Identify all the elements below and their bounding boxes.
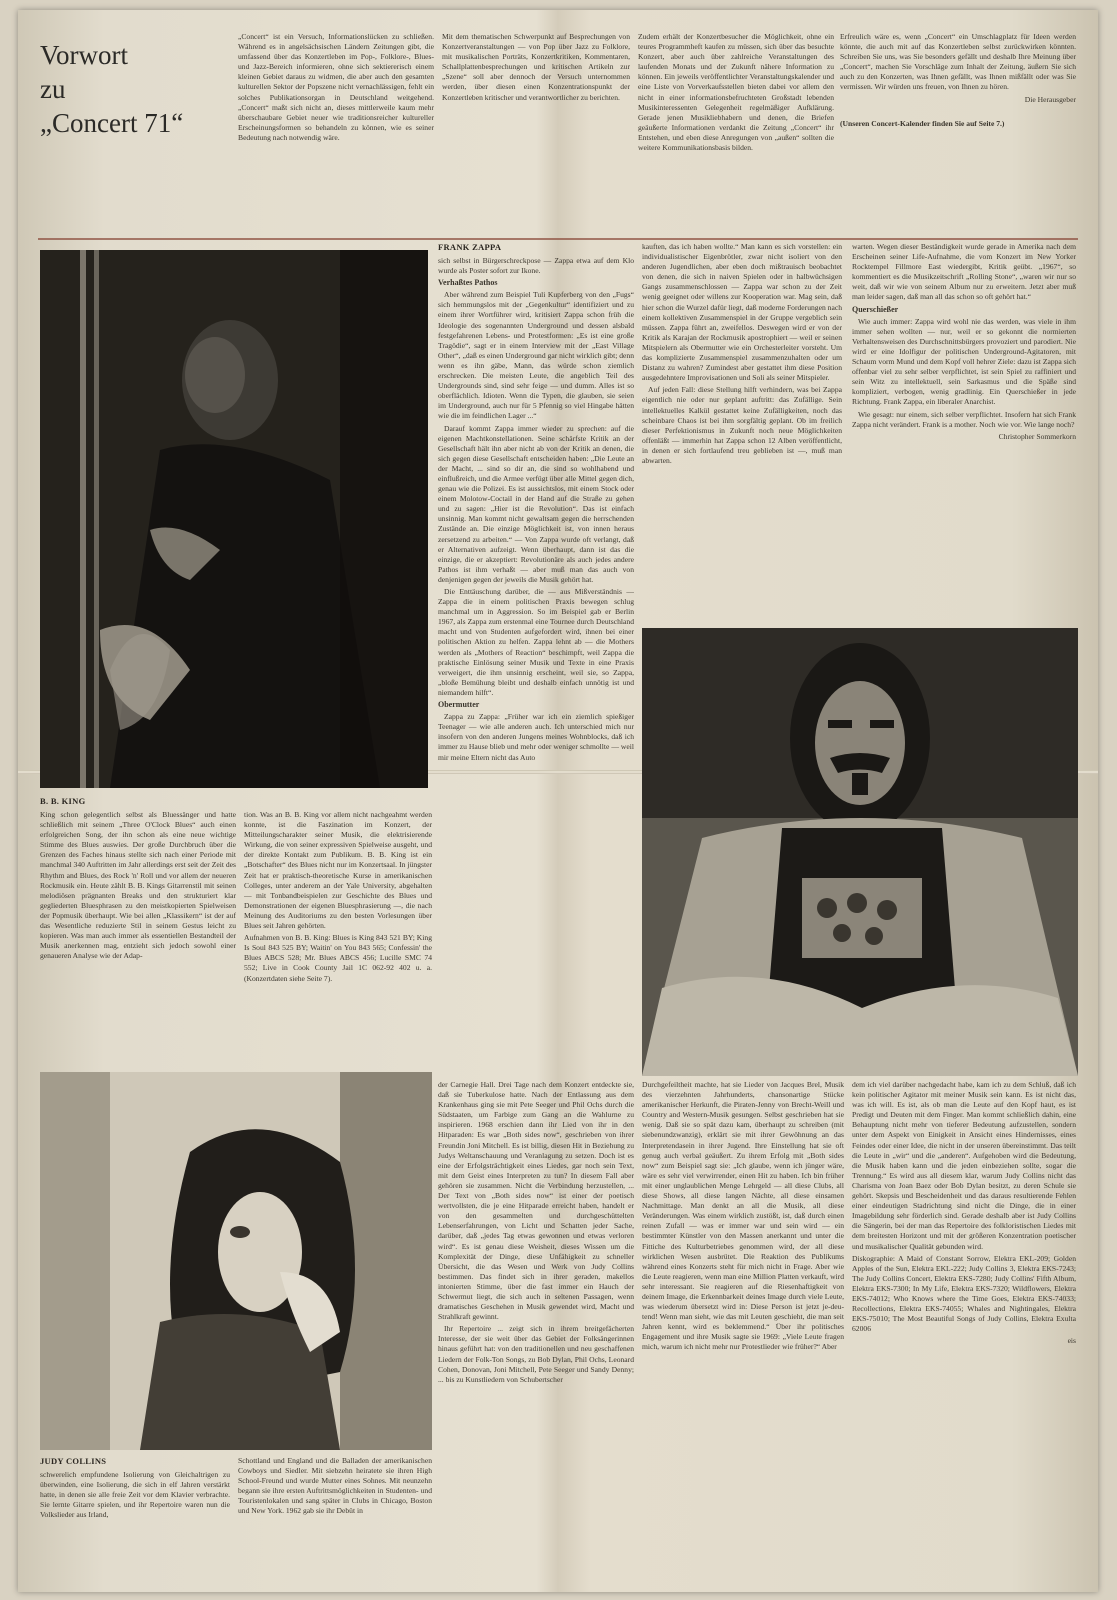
intro-column-1 <box>238 32 434 232</box>
title-line-2: zu <box>40 74 66 104</box>
title-line-1: Vorwort <box>40 40 129 70</box>
bbking-text-1: King schon gelegentlich selbst als Bluessänger und hatte schließlich mit seinem „Three O'Clock Blues“ auch einen erfolgreichen Song, der ihn schon als eine neue wichtige Stimme des Blues auswies. Der große Durchbruch über die Grenzen des Faches hinaus stellte sich nach einer Periode mit manchmal 340 Auftritten im Jahr allerdings erst seit der Zeit des Rhythm and Blues, des Rock 'n' Roll und vor allem der neueren Rockmusik ein. Heute zählt B. B. Kings Gitarrenstil mit seinen melodiösen prägnanten Breaks und den strukturiert klar gegliederten Bluesphrasen zu den meistkopierten Spielweisen der Popmusik überhaupt. Wie bei allen „Klassikern“ ist der auf das Wesentliche reduzierte Stil in seinem Gestus leicht zu kopieren. Was man auch immer als essentiellen Bestandteil der Musik anerkennen mag, entzieht sich jedoch sowohl einer genaueren Analyse wie der Adap- <box>40 810 236 961</box>
zappa-text-3c: Wie gesagt: nur einem, sich selber verpflichtet. Insofern hat sich Frank Zappa nicht verändert. Frank is a mother. Noch wie vor. Wie lange noch? <box>852 409 1076 429</box>
intro-text-1: „Concert“ ist ein Versuch, Informationslücken zu schließen. Während es in angelsächsischen Ländern Zeitungen gibt, die umfassend über das Konzertleben im Pop-, Folklore-, Blues- und Jazz-Bereich informieren, ohne sich sektiererisch einem kleinen Gebiet daraus zu widmen, die aber auch den gesamten kulturellen Sektor der Popszene nicht vernachlässigen, fehlt ein solches Publikationsorgan in Deutschland weitgehend. „Concert“ maßt sich nicht an, dieses mittlerweile kaum mehr überschaubare Gebiet neuer wie traditionsreicher kultureller Erscheinungsformen so behandeln zu können, wie es seiner Bedeutung nach notwendig wäre. <box>238 32 434 142</box>
zappa-photo <box>642 628 1078 1076</box>
collins-caption-column-1 <box>40 1470 230 1588</box>
zappa-author: Christopher Sommerkorn <box>998 431 1076 441</box>
zappa-text-1c: Darauf kommt Zappa immer wieder zu sprechen: auf die eigenen Machtkonstellationen. Seine schärfste Kritik an der Gesellschaft hält ihn aber nicht ab von der Kritik an denen, die sich gegen diese Gesellschaft entscheiden haben: „Die Leute an der Macht, ... sind so dir an, die sind so wohlhabend und einflußreich, und die Armee verfügt über alle Mittel gegen dich, genau wie die Polizei. Es ist aussichtslos, mit einem Stock oder einem Molotow-Coctail in der Hand auf die Straße zu gehen und zu sagen: „Hier ist die Revolution“. Das ist einfach unsinnig. Man kommt nicht gewaltsam gegen die herrschenden Zustände an. Die einzige Möglichkeit ist, von innen heraus zersetzend zu arbeiten.“ — Von Zappa wurde oft verlangt, daß er Alternativen aufzeigt. Wenn überhaupt, dann ist das die einzige, die er akzeptiert: Revolutionäre als auch jedes andere Pathos ist ihm verhaßt — aber muß man das auch von denjenigen gegen der jeweils die Musik gehört hat. <box>438 423 634 584</box>
zappa-text-3a: warten. Wegen dieser Beständigkeit wurde gerade in Amerika nach dem Erscheinen seiner Life-Aufnahme, die vom Konzert im New Yorker Rocktempel Fillmore East wiedergibt, Kritik geübt. „1967“, so kommentiert es die Musikzeitschrift „Rolling Stone“, „waren wir nur so weit, daß wir wie von seinem Album nur zu erweitern. Jetzt aber muß man leider sagen, daß man all das schon so oft gehört hat.“ <box>852 242 1076 302</box>
zappa-subhead-2: Obermutter <box>438 700 480 710</box>
judy-collins-photo <box>40 1072 432 1450</box>
collins-heading: JUDY COLLINS <box>40 1456 107 1466</box>
collins-caption-text-1: schwerelich empfundene Isolierung von Gleichaltrigen zu überwinden, eine Isolierung, die sich in elf Jahren verstärkt hatte, in denen sie alle freie Zeit vor dem Klavier verbrachte. Sie lernte Gitarre spielen, und ihr Repertoire waren nun die Volkslieder aus Irland, <box>40 1470 230 1520</box>
collins-initials: eis <box>1067 1336 1076 1346</box>
collins-text-1b: Ihr Repertoire ... zeigt sich in ihrem breitgefächerten Interesse, der sie weit über das Gebiet der Folksängerinnen hinaus geführt hat: von den traditionellen und neu geschaffenen Liedern der Folk-Ton Songs, zu Bob Dylan, Phil Ochs, Leonard Cohen, Donovan, Joni Mitchell, Pete Seeger und Sandy Denny; ... bis zu Kunstliedern von Schubertscher <box>438 1324 634 1384</box>
collins-text-2: Durchgefeiltheit machte, hat sie Lieder von Jacques Brel, Musik des vierzehnten Jahrhunderts, chansonartige Stücke amerikanischer Herkunft, die Piraten-Jenny von Brecht-Weill und Country and Western-Musik gesungen. Selbst geschrieben hat sie wenig. Daß sie so spät dazu kam, überhaupt zu schreiben (mit siebenundzwanzig), erklärt sie mit ihrer Gewöhnung an das Interpretendasein in ihrer Jugend. Ihre Einstellung hat sie oft genug auch verbal geäußert. Zu ihrem Erfolg mit „Both sides now“ zum Beispiel sagt sie: „Ich glaube, wenn ich jünger wäre, wäre es sehr viel verwirrender, einen Hit zu haben. Ich bin früher mit einer unglaublichen Menge Lehrgeld — all diese Clubs, all diese Shows, all diese langen Nächte, all diese einsamen Nachmittage. Man denkt an all die Musik, all diese Veränderungen. Was einem wirklich zustößt, ist, daß durch einen reinen Zufall — was er immer war und sein wird — ein bestimmter Künstler von den Massen anerkannt und unter die Fittiche des Kulturbetriebes genommen wird, der all diese wirklichen Wesen ausbrütet. Die Reaktion des Publikums während eines Konzerts steht für mich nicht in Frage. Aber wie die Leute reagieren, wenn man eine Million Platten verkauft, wird sehr interessant. Sie reagieren auf die Riesenhaftigkeit von deinem Image, die Erkennbarkeit deines Image durch viele Leute, was wiederum übersetzt wird in: Diese Person ist jetzt je-deu-tend! Wenn man sieht, wie das mit Leuten geschieht, die man seit Jahren kennt, wird es beklemmend.“ Über ihr politisches Engagement und ihre Musik sagte sie 1969: „Viele Leute fragen mich, warum ich nicht mehr nur Protestlieder wie früher?“ Aber <box>642 1080 844 1352</box>
intro-signature: Die Herausgeber <box>1024 94 1076 104</box>
zappa-text-3b: Wie auch immer: Zappa wird wohl nie das werden, was viele in ihm immer sehen wollten — nur, weil er so gekonnt die normierten Verhaltensweisen des Durchschnittsbürgers provoziert und parodiert. Nie wird er eine Idolfigur der politischen Underground-Agitatoren, mit Schaum vorm Mund und dem Kopf voll hehrer Ziele: dazu ist Zappa sich offenbar viel zu sehr selber verpflichtet, ist sein Spiel zu raffiniert und sein Witz zu intellektuell, sein Sarkasmus und die Späße sind kompliziert, verbogen, wenig gradlinig. Ein Querschießer in jede Richtung. Frank Zappa, ein liberaler Anarchist. <box>852 316 1076 407</box>
intro-text-2: Mit dem thematischen Schwerpunkt auf Besprechungen von Konzertveranstaltungen — von Pop über Jazz zu Folklore, mit musikalischen Porträts, Konzertkritiken, Kommentaren, Schallplattenbesprechungen und kritischen Artikeln zur „Szene“ soll aber dennoch der Versuch unternommen werden, über diesen einen Konzentrationspunkt der Konzertleben kritischer und verantwortlicher zu berichten. <box>442 32 630 102</box>
zappa-text-2a: kauften, das ich haben wollte.“ Man kann es sich vorstellen: ein individualistischer Eigenbrötler, zwar nicht isoliert von den anderen Jugendlichen, aber eben doch mißtrauisch beobachtet von denen, die sich in naiven Spielen oder in halbwüchsigen Gangs zusammenschlossen — Zappa war schon zu der Zeit wenig geeignet oder willens zur Kooperation war. Mag sein, daß hier schon die Wurzel dafür liegt, daß moderne Forderungen nach einem kollektiven Zusammenspiel in der Gruppe vergeblich sein müssen. Zappa führt an, zweifellos. Deswegen wird er von der Kritik als Karajan der Rockmusik apostrophiert — weil er seinen Mitspielern als Obermutter wie ein Orchesterleiter vorsteht. Um das komplizierte Zusammenspiel zusammenzuhalten oder um Distanz zu wahren? Zumindest aber gestattet ihm diese Position ausgedehntere Improvisationen und Soli als seiner Mitspieler. <box>642 242 842 383</box>
zappa-column-2 <box>642 242 842 622</box>
collins-discography: Diskographie: A Maid of Constant Sorrow, Elektra EKL-209; Golden Apples of the Sun, Elektra EKL-222; Judy Collins 3, Elektra EKS-7243; The Judy Collins Concert, Elektra EKS-7280; Judy Collins' Fifth Album, Elektra EKS-7300; In My Life, Elektra EKS-7320; Wildflowers, Elektra EKS-74012; Who Knows where the Time Goes, Elektra EKS-74033; Recollections, Elektra EKS-74055; Whales and Nightingales, Elektra EKS-75010; The Most Beautiful Songs of Judy Collins, Elektra Exulta 62006 <box>852 1253 1076 1334</box>
bbking-text-2: tion. Was an B. B. King vor allem nicht nachgeahmt werden konnte, ist die Faszination im Konzert, der Mitteilungscharakter seiner Musik, die elektrisierende Wirkung, die von seiner expressiven Spielweise ausgeht, und der direkte Kontakt zum Publikum. B. B. King ist ein „Botschafter“ des Blues nicht nur im Konzertsaal. In jüngster Zeit hat er praktisch-theoretische Kurse in amerikanischen Colleges, unter anderem an der Yale University, abgehalten — mit Tonbandbeispielen zur Geschichte des Blues und Demonstrationen der eigenen Bluesphrasierung —, die nach Meinung des Auditoriums zu den besten Vorlesungen über Blues seit Jahren gehörten. <box>244 810 432 931</box>
intro-text-3: Zudem erhält der Konzertbesucher die Möglichkeit, ohne ein teures Programmheft kaufen zu müssen, sich über das besuchte Konzert, aber auch über zahlreiche Veranstaltungen des laufenden Monats und der Zukunft nähere Information zu können. Ein jeweils veröffentlichter Veranstaltungskalender und eine Liste von Vorverkaufsstellen bieten dabei vor allem den nicht in einer informationsbefruchteten Großstadt lebenden Musikinteressenten Gelegenheit regelmäßiger Aufklärung. Gerade jenen Musikliebhabern und denen, die Briefen geäußerte Informationen verdankt die Zeitung „Concert“ ihr Entstehen, und eben diese Anregungen von „außen“ sollten die weitere Kommunikationsbasis bilden. <box>638 32 834 153</box>
zappa-text-2b: Auf jeden Fall: diese Stellung hilft verhindern, was bei Zappa eigentlich nie oder nur geplant auftritt: das Zufällige. Sein intellektuelles Kalkül gestattet keine Zufälligkeiten, noch das scheinbare Chaos ist bei ihm sorgfältig geplant. Ob im freilich dieser Perfektionismus in Zukunft noch neue Möglichkeiten offenläßt — immerhin hat Zappa schon 12 Alben veröffentlicht, in denen er sich fortlaufend treu geblieben ist —, muß man abwarten. <box>642 385 842 465</box>
header-rule <box>38 238 1078 240</box>
newspaper-page <box>18 10 1098 1592</box>
collins-caption-text-2: Schottland und England und die Balladen der amerikanischen Cowboys und Siedler. Mit siebzehn heiratete sie ihren High School-Freund und wurde Mutter eines Sohnes. Mit neunzehn begann sie ihre ersten Auftrittsmöglichkeiten in Studenten- und Touristenlokalen und sang später in Clubs in Chicago, Boston und New York. 1962 gab sie ihr Debüt in <box>238 1456 432 1516</box>
zappa-text-1e: Zappa zu Zappa: „Früher war ich ein ziemlich spießiger Teenager — wie alle anderen auch. Ich unterschied mich nur insofern von den anderen Jungens meines Wohnblocks, daß ich immer zu Hause blieb und mehr oder weniger schmollte — weil mir meine Eltern nicht das Auto <box>438 712 634 762</box>
bbking-heading: B. B. KING <box>40 796 86 806</box>
zappa-text-1d: Die Enttäuschung darüber, die — aus Mißverständnis — Zappa die in einem politischen Praxis bewegen schlug manchmal um in Aggression. So im Beispiel gab er Berlin 1967, als Zappa zum erstenmal eine Tournee durch Deutschland macht und von Studenten aufgefordert wird, ihnen bei einer politischen Aktion zu helfen. Zappa lehnt ab — die Mothers werden als „Mothers of Reaction“ beschimpft, weil Zappa die praktische Einlösung seiner Musik und Texte in eine Praxis verweigert, die ihm unsinnig erscheint, weil sie, so Zappa, „bloße Bemühung bleibt und deshalb einfach unnötig ist und niemandem hilft“. <box>438 587 634 697</box>
zappa-heading: FRANK ZAPPA <box>438 242 502 252</box>
bbking-discography: Aufnahmen von B. B. King: Blues is King 843 521 BY; King Is Soul 843 525 BY; Waitin' on You 843 565; Confessin' the Blues ABCS 528; Mr. Blues ABCS 456; Lucille SMC 74 552; Live in Cook County Jail 1C 062-92 402 u. a. (Konzertdaten siehe Seite 7). <box>244 933 432 983</box>
intro-column-2 <box>442 32 630 232</box>
zappa-subhead-1: Verhaßtes Pathos <box>438 278 498 288</box>
intro-column-3 <box>638 32 834 232</box>
zappa-text-1b: Aber während zum Beispiel Tuli Kupferberg von den „Fugs“ sich hemmungslos mit der „Gegenkultur“ identifiziert und zu einem ihrer Wortführer wird, kritisiert Zappa schon früh die Ideologie des sogenannten Underground und dessen alsbald festgefahrenen Lebens- und Protestformen: „Es ist eine große Tragödie“, sagt er in einem Interview mit der „East Village Other“, „daß es einen Underground gar nicht wirklich gibt; denn wenn es ihn gäbe, Mann, das würde schon ziemlich erschrecken. Die meisten Leute, die angeblich Teil des Undergrounds sind, sind sehr feige — und dumm. Alles ist so oberflächlich. Idioten. Wenn die Typen, die glauben, sie seien im Underground, auch nur für 5 Pfennig so viel Hingabe hätten wie die im feindlichen Lager ...“ <box>438 290 634 421</box>
calendar-note: (Unseren Concert-Kalender finden Sie auf Seite 7.) <box>840 118 1005 128</box>
bbking-column-2 <box>244 810 432 1062</box>
intro-column-4 <box>840 32 1076 232</box>
zappa-column-1 <box>438 256 634 1064</box>
collins-column-3 <box>852 1080 1076 1588</box>
collins-column-2 <box>642 1080 844 1588</box>
bb-king-photo <box>40 250 428 788</box>
bbking-column-1 <box>40 810 236 1062</box>
collins-text-3: dem ich viel darüber nachgedacht habe, kam ich zu dem Schluß, daß ich kein politischer Agitator mit meiner Musik sein kann. Es ist nicht das, was ich will. Es ist, als ob man die Leute auf den Kopf haut, es ist Predigt und Deuten mit dem Finger. Man kommt schließlich dahin, eine Behauptung nicht mehr von tieferer Bedeutung aufzustellen, sondern unter dem Aspekt von Einigkeit in Ansicht eines Hindernisses, eines Feindes oder einer Idee, die nicht in der unseren übereinstimmt. Das teilt die Leute in „wir“ und die „anderen“. Aufgehoben wird die Bedeutung, die Musik haben kann und die jeden einbeziehen sollte, sogar die Trennung.“ Es wird aus all diesem klar, warum Judy Collins nicht das Charisma von Joan Baez oder Bob Dylan besitzt, zu deren Schule sie gehört. Skepsis und Bescheidenheit und das daraus resultierende Fehlen einer eindeutigen Stadrichtung sind nicht die Dinge, die in einer Imagebildung sehr förderlich sind. Gerade deshalb aber ist Judy Collins die Sängerin, bei der man das Repertoire des folkloristischen Liedes mit dem breitesten Horizont und mit der größeren Konzentration poetischer und musikalischer Qualität gebunden wird. <box>852 1080 1076 1251</box>
title-line-3: „Concert 71“ <box>40 108 184 138</box>
zappa-subhead-3: Querschießer <box>852 304 899 314</box>
zappa-text-1a: sich selbst in Bürgerschreckpose — Zappa etwa auf dem Klo wurde als Poster sofort zur Ikone. <box>438 256 634 276</box>
intro-text-4: Erfreulich wäre es, wenn „Concert“ ein Umschlagplatz für Ideen werden könnte, die auch mit auf das Konzertleben selbst zurückwirken könnten. Schreiben Sie uns, was Sie besonders gefällt und deshalb Ihre Meinung über „Concert“, machen Sie Vorschläge zum Inhalt der Zeitung, äußern Sie sich auch zu den Konzerten, was Ihnen gefällt, was Ihnen mißfällt oder was Sie vermissen. Wir würden uns freuen, von Ihnen zu hören. <box>840 32 1076 92</box>
collins-text-1: der Carnegie Hall. Drei Tage nach dem Konzert entdeckte sie, daß sie Tuberkulose hatte. Nach der Entlassung aus dem Krankenhaus ging sie mit Pete Seeger und Phil Ochs durch die Südstaaten, um Farbige zum Gang an die Wahlurne zu inspirieren. 1968 erschien dann ihr Lied von ihr in den Hitparaden: Es war „Both sides now“, geschrieben von ihrer Freundin Joni Mitchell. Es ist billig, diesen Hit in Beziehung zu Judys Weltanschauung und Veranlagung zu setzen. Doch ist es eine der Erfolgsträchtigkeit eines Liedes, gar noch sein Text, mit dem Geist eines Interpreten zu tun? In diesem Fall aber gehören sie zusammen. Nicht die Verbindung herzustellen, ... Der Text von „Both sides now“ ist einer der poetisch wertvollsten, die je eine Hitparade erreicht haben, handelt er von den gesammelten und durchgeschüttelten Lebenserfahrungen, von Licht und Schatten jeder Sache, darüber, daß „jedes Tag etwas gewonnen und etwas verloren wird“. Es ist genau diese Weisheit, dieses Wissen um die Komplexität der Dinge, diese Unfähigkeit zu schneller Übersicht, die das Wesen und Werk von Judy Collins bestimmen. Das findet sich in ihrer geraden, makellos intonierten Stimme, über die fast immer ein Hauch der Schwermut liegt, die sich auch in seltenen Passagen, wenn dramatisches Geschehen in Musik gewendet wird, Macht und Strahlkraft gewinnt. <box>438 1080 634 1322</box>
collins-column-1 <box>438 1080 634 1588</box>
collins-caption-column-2 <box>238 1456 432 1588</box>
page-title <box>40 38 230 140</box>
zappa-column-3 <box>852 242 1076 622</box>
